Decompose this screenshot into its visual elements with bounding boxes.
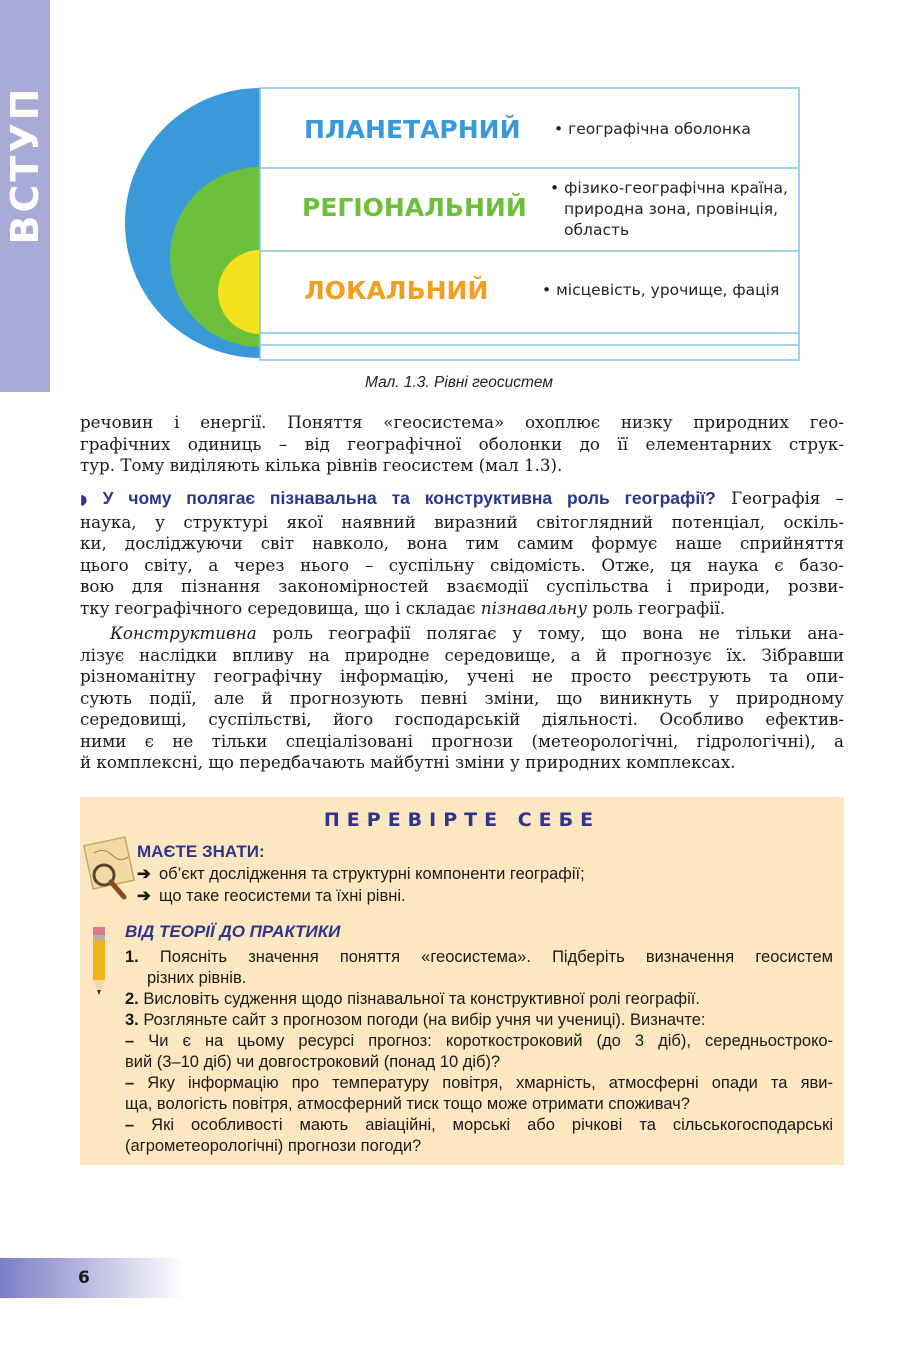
geosystem-levels-diagram [122, 85, 802, 365]
practice-heading: ВІД ТЕОРІЇ ДО ПРАКТИКИ [125, 922, 341, 941]
section-tab-label: ВСТУП [3, 85, 47, 245]
check-yourself-box [80, 797, 844, 1165]
pencil-icon [88, 925, 110, 997]
task-3-sub-1: – Чи є на цьому ресурсі прогноз: короткостроковий (до 3 діб), середньострокo- [125, 1032, 833, 1050]
figure-caption: Мал. 1.3. Рівні геосистем [364, 374, 553, 391]
level-desc-local: • місцевість, урочище, фація [542, 281, 780, 299]
page-number: 6 [78, 1268, 90, 1288]
task-3-sub-3: – Які особливості мають авіаційні, морські або річкові та сільськогосподарські [125, 1116, 833, 1134]
level-label-planetary: ПЛАНЕТАРНИЙ [304, 115, 521, 144]
task-2: 2. Висловіть судження щодо пізнавальної та конструктивної ролі географії. [125, 990, 700, 1008]
section-tab [0, 0, 50, 392]
must-know-item: ➔ об’єкт дослідження та структурні компоненти географії; [137, 865, 585, 883]
level-label-local: ЛОКАЛЬНИЙ [304, 276, 489, 305]
arrow-right-icon: ➔ [137, 887, 151, 905]
check-yourself-title: ПЕРЕВІРТЕ СЕБЕ [323, 809, 601, 831]
paragraph-1: речовин і енергії. Поняття «геосистема» охоплює низку природних гео- графічних одиниць – від географічної оболонки до її елементарних струк- тур. Тому виділяють кілька рівнів геосистем (мал 1.3). [80, 412, 844, 475]
level-desc-regional: • фізико-географічна країна, природна зона, провінція, область [550, 179, 788, 239]
section-question: У чому полягає пізнавальна та конструктивна роль географії? [102, 488, 716, 508]
must-know-item: ➔ що таке геосистеми та їхні рівні. [137, 887, 406, 905]
paragraph-2: ◗ У чому полягає пізнавальна та конструктивна роль географії? Географія – наука, у структурі якої наявний виразний світоглядний потенціал, оскіль- ки, досліджуючи світ навколо, вона тим самим формує наше сприйняття цього світу, а через нього – суспільну свідомість. Отже, ця наука є базо- вою для пізнання закономірностей взаємодії суспільства і природи, розви- тку географічного середовища, що і складає пізнавальну роль географії. [80, 488, 844, 618]
task-3-sub-2: – Яку інформацію про температуру повітря, хмарність, атмосферні опади та яви- [125, 1074, 833, 1092]
task-1: 1. Поясніть значення поняття «геосистема». Підберіть визначення геосистем [125, 948, 833, 966]
practice-tasks: 1. Поясніть значення поняття «геосистема». Підберіть визначення геосистем різних рівнів. 2. Висловіть судження щодо пізнавальної та конструктивної ролі географії. 3. Розгляньте сайт з прогнозом погоди (на вибір учня чи учениці). Визначте: – Чи є на цьому ресурсі прогноз: короткостроковий (до 3 діб), середньострокo- вий (3–10 діб) чи довгостроковий (понад 10 діб)? – Яку інформацію про температуру повітря, хмарність, атмосферні опади та яви- ща, вологість повітря, атмосферний тиск тощо може отримати споживач? – Які особливості мають авіаційні, морські або річкові та сільськогосподарські (агрометеорологічні) прогнози погоди? [125, 948, 833, 1155]
must-know-heading: МАЄТЕ ЗНАТИ: [137, 842, 265, 861]
arrow-right-icon: ➔ [137, 865, 151, 883]
footer-bar [0, 1258, 185, 1298]
level-label-regional: РЕГІОНАЛЬНИЙ [302, 193, 527, 222]
paragraph-3: Конструктивна роль географії полягає у тому, що вона не тільки ана- лізує наслідки впливу на природне середовище, а й прогнозує їх. Зібравши різноманітну географічну інформацію, учені не просто реєструють та опи- сують події, але й прогнозують певні зміни, що виникнуть у природному середовищі, суспільстві, його господарській діяльності. Особливо ефектив- ними є не тільки спеціалізовані прогнози (метеорологічні, гідрологічні), а й комплексні, що передбачають майбутні зміни у природних комплексах. [80, 623, 844, 772]
map-magnifier-icon [82, 833, 138, 903]
question-marker-icon: ◗ [80, 492, 88, 508]
task-3: 3. Розгляньте сайт з прогнозом погоди (на вибір учня чи учениці). Визначте: [125, 1011, 706, 1029]
level-desc-planetary: • географічна оболонка [554, 120, 751, 138]
